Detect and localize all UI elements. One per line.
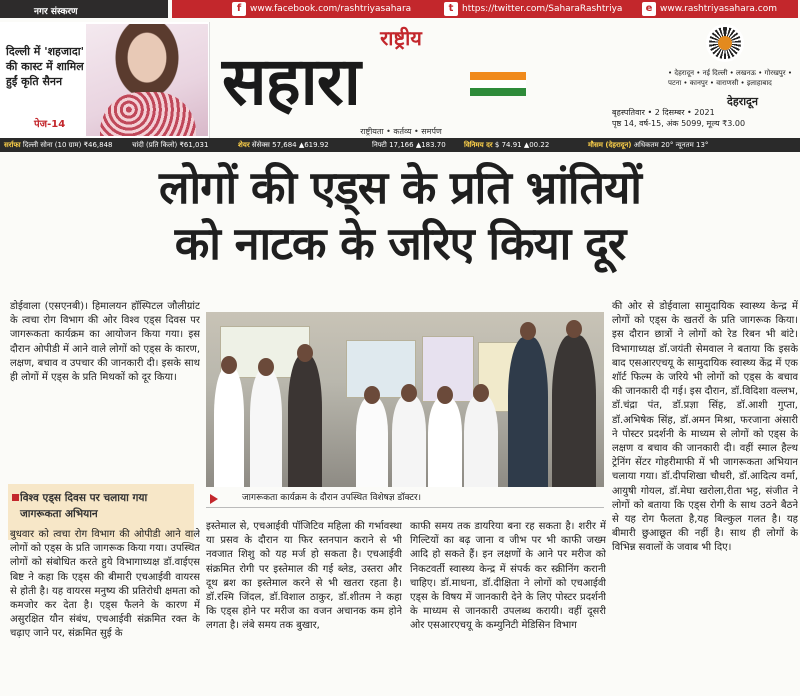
headline-line-2: को नाटक के जरिए किया दूर xyxy=(174,217,626,270)
facebook-icon: f xyxy=(232,2,246,16)
headline-line-1: लोगों की एड्स के प्रति भ्रांतियों xyxy=(159,161,641,214)
photo-person xyxy=(508,337,548,487)
flag-stripes xyxy=(470,72,526,96)
article-column-2: इस्तेमाल से, एचआईवी पॉजिटिव महिला की गर्भावस्था या प्रसव के दौरान या फिर स्तनपान कराने से भी नवजात शिशु को यह मर्ज हो सकता है। एचआईवी संक्रमित रोगी पर इस्तेमाल की गई ब्लेड, उस्तरा और दूथ ब्रश का इस्तेमाल करने से भी खतरा रहता है। डॉ.रश्मि जिंदल, डॉ.विशाल ठाकुर, डॉ.शीतम ने कहा कि एड्स होने पर मरीज का वजन अचानक कम होने लगता है। लंबे समय तक बुखार, xyxy=(206,521,402,632)
masthead-name: सहारा xyxy=(222,42,360,120)
ticker-silver: चांदी (प्रति किलो) ₹61,031 xyxy=(132,141,209,149)
social-strip xyxy=(172,0,798,18)
photo-person-head xyxy=(437,386,453,404)
photo-person-head xyxy=(221,356,237,374)
photo-person xyxy=(356,397,388,487)
ticker-weather: मौसम (देहरादून) अधिकतम 20° न्यूनतम 13° xyxy=(588,141,709,149)
ticker-exchange: विनिमय दर $ 74.91 ▲00.22 xyxy=(464,141,550,149)
globe-icon: e xyxy=(642,2,656,16)
ticker-sensex: शेयर सेंसेक्स 57,684 ▲619.92 xyxy=(238,141,329,149)
photo-person xyxy=(428,397,462,487)
article-column-4: की ओर से डोईवाला सामुदायिक स्वास्थ्य केन्द्र में लोगों को एड्स के खतरों के प्रति जागरूक किया। इस दौरान छात्रों ने लोगों को रेड रिबन भी बांटे। विभागाध्यक्ष डॉ.जयंती सेमवाल ने बताया कि इसके बाद एसआरएचयू के सामुदायिक स्वास्थ्य केंद्र में एक शॉर्ट फिल्म के जरिये भी लोगों को एड्स के बचाव की जानकारी दी गई। इस दौरान, डॉ.विदिशा वल्लभ, डॉ.चंद्रा पंत, डॉ.प्रज्ञा सिंह, डॉ.आशी गुप्ता, डॉ.अभिषेक सिंह, डॉ.अमन मिश्रा, फरजाना अंसारी ने पोस्टर प्रदर्शनी के माध्यम से लोगों को एड्स के लक्षण व बचाव की जानकारी दी। वहीं स्माल हैल्थ ट्रेनिंग सेंटर गोहरीमाफी में भी जागरूकता अभियान चलाया गया। डॉ.दीपशिखा चौधरी, डॉ.आदित्य वर्मा, आयुषी गोयल, डॉ.मेघा खरोला,रीता भट्ट, संजीत ने लोगों को बताया कि एड्स रोगी के साथ उठने बैठने से यह रोग फैलता है,यह बिल्कुल गलत है। यह बीमारी छुआछूत की नहीं है। साथ ही लोगों के विभिन्न सवालों के जवाब भी दिए। xyxy=(612,301,798,554)
photo-person xyxy=(464,395,498,487)
highlight-box: विश्व एड्स दिवस पर चलाया गया जागरूकता अभियान xyxy=(8,484,194,540)
website-url: www.rashtriyasahara.com xyxy=(660,4,778,14)
photo-person xyxy=(288,355,322,487)
photo-person xyxy=(250,369,282,487)
twitter-url: https://twitter.com/SaharaRashtriya xyxy=(462,4,623,14)
promo-box[interactable] xyxy=(0,22,210,138)
ticker-bullion: सर्राफा दिल्ली सोना (10 ग्राम) ₹46,848 xyxy=(4,141,113,149)
photo-person-head xyxy=(566,320,582,338)
photo-person-head xyxy=(364,386,380,404)
promo-text: दिल्ली में 'शहजादा' की कास्ट में शामिल हुईं कृति सैनन xyxy=(6,45,84,88)
ticker-nifty: निफ्टी 17,166 ▲183.70 xyxy=(372,141,446,149)
edition-label: नगर संस्करण xyxy=(0,0,168,18)
photo-person xyxy=(392,395,426,487)
photo-person-head xyxy=(297,344,313,362)
twitter-icon: t xyxy=(444,2,458,16)
article-column-3: काफी समय तक डायरिया बना रह सकता है। शरीर में गिल्टियों का बढ़ जाना व जीभ पर भी काफी जख्म आदि हो सकते हैं। इन लक्षणों के आने पर मरीज को निकटवर्ती स्वास्थ्य केन्द्र में संपर्क कर स्क्रीनिंग करानी चाहिए। डॉ.माधना, डॉ.दीक्षिता ने लोगों को एचआईवी एड्स के विषय में जानकारी देने के लिए पोस्टर प्रदर्शनी के माध्यम से जानकारी उपलब्ध करायी। वहीं दूसरी ओर एसआरएचयू के कम्युनिटी मेडिसिन विभाग xyxy=(410,521,606,632)
photo-person-head xyxy=(401,384,417,402)
dateline xyxy=(612,96,798,129)
sahara-emblem-icon xyxy=(706,24,744,62)
photo-person-head xyxy=(258,358,274,376)
issue-info: पृष्ठ 14, वर्ष-15, अंक 5099, मूल्य ₹3.00 xyxy=(612,119,746,128)
edition-cities: • देहरादून • नई दिल्ली • लखनऊ • गोरखपुर • पटना • कानपुर • वाराणसी • इलाहाबाद xyxy=(668,69,792,87)
headline xyxy=(0,160,800,272)
facebook-link[interactable] xyxy=(232,1,411,17)
masthead-tagline: राष्ट्रीयता • कर्तव्य • समर्पण xyxy=(360,127,442,136)
article-column-1b: बुधवार को त्वचा रोग विभाग की ओपीडी आने वाले लोगों को एड्स के प्रति जागरूक किया गया। उपस्थित लोगों को संबोधित करते हुये विभागाध्यक्ष डॉ.वाईएस बिष्ट ने कहा कि एड्स की बीमारी एचआईवी वायरस से होती है। यह वायरस मनुष्य की प्रतिरोधी क्षमता को कमजोर कर देता है। एड्स फैलने के कारण में असुरक्षित यौन संबंध, एचआईवी संक्रमित रक्त के चढ़ाए जाने पर, संक्रमित सुई के xyxy=(10,529,200,640)
masthead-logo xyxy=(222,42,562,122)
photo-person-head xyxy=(473,384,489,402)
photo-person xyxy=(214,367,244,487)
photo-person-head xyxy=(520,322,536,340)
issue-date: बृहस्पतिवार • 2 दिसम्बर • 2021 xyxy=(612,108,715,117)
market-ticker xyxy=(0,138,800,152)
city-name: देहरादून xyxy=(727,95,758,108)
photo-person xyxy=(552,335,596,487)
website-link[interactable] xyxy=(642,1,777,17)
photo-caption: जागरूकता कार्यक्रम के दौरान उपस्थित विशेषज्ञ डॉक्टर। xyxy=(206,488,604,508)
article-photo xyxy=(206,312,604,487)
twitter-link[interactable] xyxy=(444,1,622,17)
masthead-top-word: राष्ट्रीय xyxy=(380,26,422,50)
facebook-url: www.facebook.com/rashtriyasahara xyxy=(250,4,412,14)
promo-page-ref: पेज-14 xyxy=(34,119,66,130)
article-column-1: डोईवाला (एसएनबी)। हिमालयन हॉस्पिटल जौलीग्रांट के त्वचा रोग विभाग की ओर विश्व एड्स दिवस पर जागरूकता कार्यक्रम का आयोजन किया गया। इस दौरान ओपीडी में आने वाले लोगों को एड्स के कारण, लक्षण, बचाव व उपचार की जानकारी दी। इसके साथ ही लोगों में एड्स के प्रति मिथकों को दूर किया। xyxy=(10,301,200,384)
